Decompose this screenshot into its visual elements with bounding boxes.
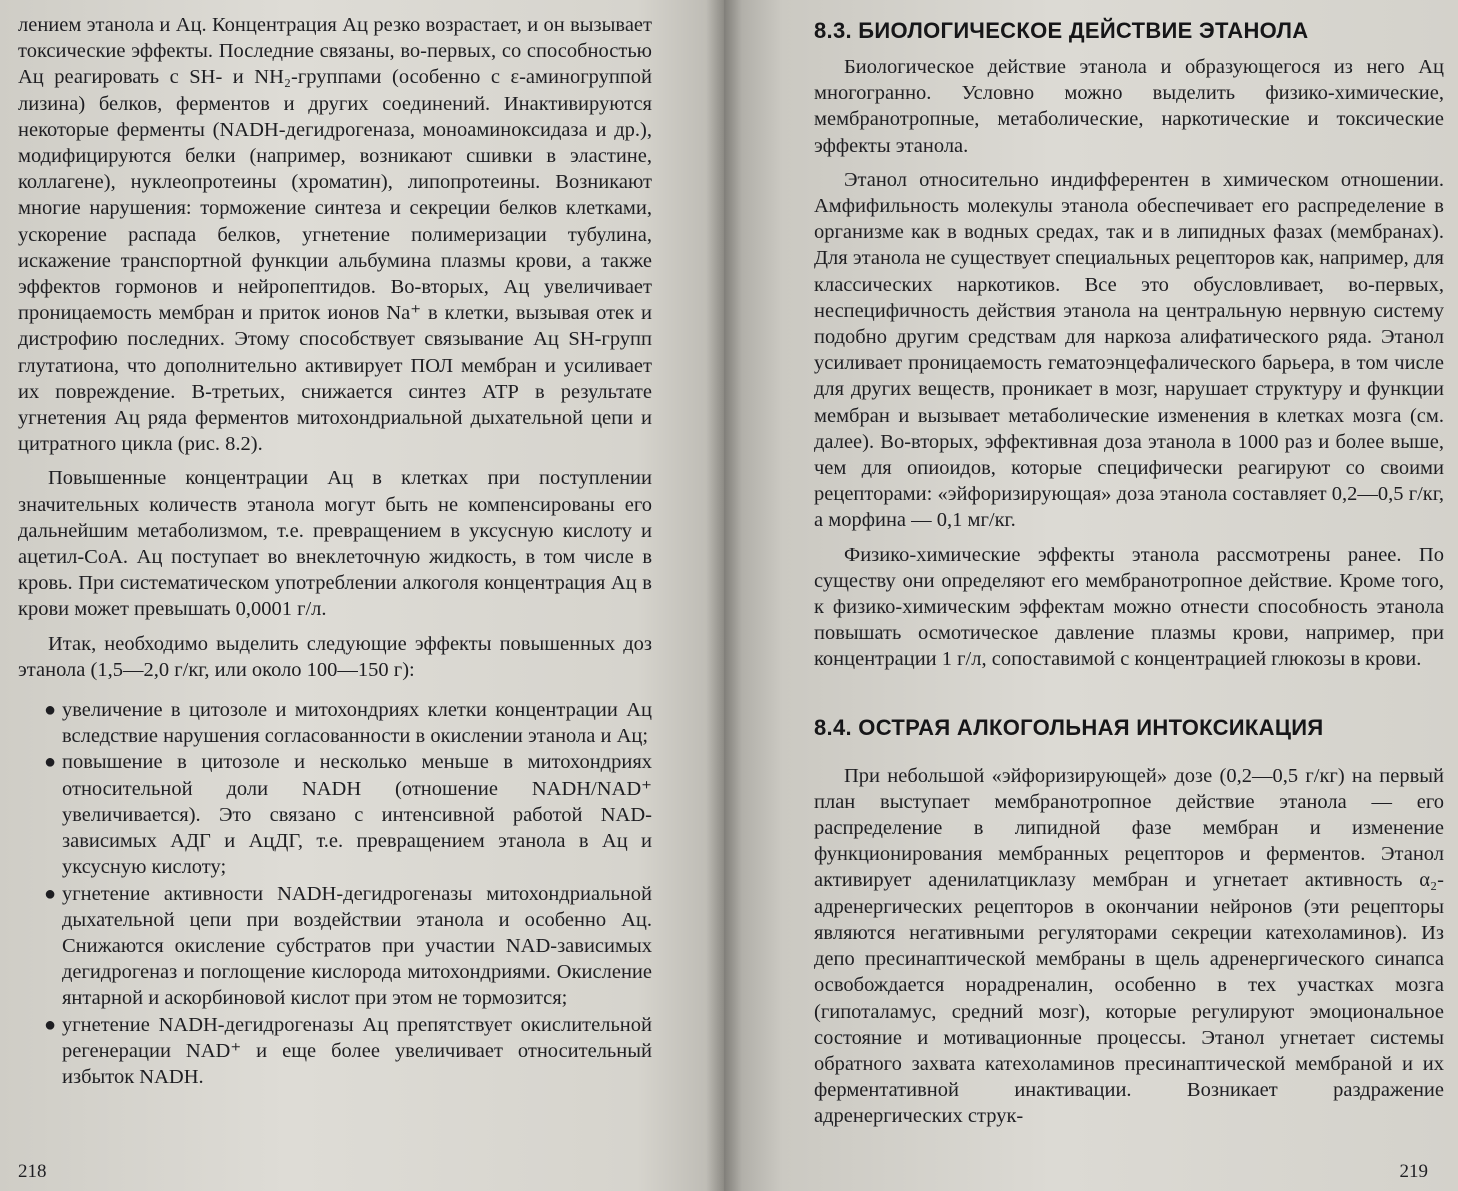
list-item-text: угнетение NADH-дегидрогеназы Ац препятствует окислительной регенерации NAD⁺ и еще более увеличивает относительный избыток NADH. xyxy=(62,1013,652,1088)
right-page-body-1 xyxy=(814,54,1444,673)
book-gutter xyxy=(706,0,742,1191)
paragraph: лением этанола и Ац. Концентрация Ац резко возрастает, и он вызывает токсические эффекты. Последние связаны, во-первых, со способностью Ац реагировать с SH- и NH₂-группами (особенно с ε-аминогруппой лизина) белков, ферментов и других соединений. Инактивируются некоторые ферменты (NADH-дегидрогеназа, моноаминоксидаза и др.), модифицируются белки (например, возникают сшивки в эластине, коллагене), нуклеопротеины (хроматин), липопротеины. Возникают многие нарушения: торможение синтеза и секреции белков клетками, ускорение распада белков, угнетение полимеризации тубулина, искажение транспортной функции альбумина плазмы крови, а также эффектов гормонов и нейропептидов. Во-вторых, Ац увеличивает проницаемость мембран и приток ионов Na⁺ в клетки, вызывая отек и дистрофию последних. Этому способствует связывание Ац SH-групп глутатиона, что дополнительно активирует ПОЛ мембран и усиливает их повреждение. В-третьих, снижается синтез АТР в результате угнетения Ац ряда ферментов митохондриальной дыхательной цепи и цитратного цикла (рис. 8.2). xyxy=(18,14,652,456)
list-item xyxy=(18,1012,652,1091)
paragraph: Повышенные концентрации Ац в клетках при поступлении значительных количеств этанола могут быть не компенсированы его дальнейшим метаболизмом, т.е. превращением в уксусную кислоту и ацетил-СоА. Ац поступает во внеклеточную жидкость, в том числе в кровь. При систематическом употреблении алкоголя концентрация Ац в крови может превышать 0,0001 г/л. xyxy=(18,467,652,621)
list-item-text: повышение в цитозоле и несколько меньше в митохондриях относительной доли NADH (отношение NADH/NAD⁺ увеличивается). Это связано с интенсивной работой NAD-зависимых АДГ и АцДГ, т.е. превращением этанола в Ац и уксусную кислоту; xyxy=(62,751,652,879)
paragraph: Этанол относительно индифферентен в химическом отношении. Амфифильность молекулы этанола обеспечивает его распределение в организме как в водных средах, так и в липидных фазах (мембранах). Для этанола не существует специальных рецепторов как, например, для классических наркотиков. Все это обусловливает, во-первых, неспецифичность действия этанола на центральную нервную систему подобно другим средствам для наркоза алифатического ряда. Этанол усиливает проницаемость гематоэнцефалического барьера, в том числе для других веществ, проникает в мозг, нарушает структуру и функции мембран и вызывает метаболические изменения в клетках мозга (см. далее). Во-вторых, эффективная доза этанола в 1000 раз и более выше, чем для опиоидов, которые специфически реагируют со своими рецепторами: «эйфоризирующая» доза этанола составляет 0,2—0,5 г/кг, а морфина — 0,1 мг/кг. xyxy=(814,168,1444,532)
section-heading: 8.3. БИОЛОГИЧЕСКОЕ ДЕЙСТВИЕ ЭТАНОЛА xyxy=(814,18,1309,43)
list-item xyxy=(18,697,652,749)
bullet-icon: ● xyxy=(44,751,57,774)
right-page xyxy=(724,0,1458,1191)
paragraph: При небольшой «эйфоризирующей» дозе (0,2—0,5 г/кг) на первый план выступает мембранотропное действие этанола — его распределение в липидной фазе мембран и изменение функционирования мембранных рецепторов и ферментов. Этанол активирует аденилатциклазу мембран и угнетает активность α₂-адренергических рецепторов в окончании нейронов (эти рецепторы являются негативными регуляторами секреции катехоламинов). Из депо пресинаптической мембраны в щель адренергического синапса освобождается норадреналин, особенно в тех участках мозга (гипоталамус, средний мозг), которые регулируют эмоциональное состояние и мотивационные процессы. Этанол угнетает системы обратного захвата катехоламинов пресинаптической мембраной и их ферментативной инактивации. Возникает раздражение адренергических струк- xyxy=(814,764,1444,1128)
paragraph: Биологическое действие этанола и образующегося из него Ац многогранно. Условно можно выделить физико-химические, мембранотропные, метаболические, наркотические и токсические эффекты этанола. xyxy=(814,56,1444,157)
section-heading: 8.4. ОСТРАЯ АЛКОГОЛЬНАЯ ИНТОКСИКАЦИЯ xyxy=(814,714,1324,740)
left-page-body xyxy=(18,12,652,683)
list-item xyxy=(18,881,652,1012)
left-page xyxy=(0,0,724,1191)
page-number: 218 xyxy=(18,1161,47,1182)
bullet-icon: ● xyxy=(44,882,57,905)
paragraph: Итак, необходимо выделить следующие эффекты повышенных доз этанола (1,5—2,0 г/кг, или около 100—150 г): xyxy=(18,632,652,681)
list-item-text: угнетение активности NADH-дегидрогеназы митохондриальной дыхательной цепи при воздействии этанола и особенно Ац. Снижаются окисление субстратов при участии NAD-зависимых дегидрогеназ и поглощение кислорода митохондриями. Окисление янтарной и аскорбиновой кислот при этом не тормозится; xyxy=(62,882,652,1010)
bullet-icon: ● xyxy=(44,1013,57,1036)
list-item-text: увеличение в цитозоле и митохондриях клетки концентрации Ац вследствие нарушения согласованности в окислении этанола и Ац; xyxy=(62,699,652,748)
bullet-list xyxy=(18,697,652,1090)
right-page-body-2 xyxy=(814,763,1444,1130)
paragraph: Физико-химические эффекты этанола рассмотрены ранее. По существу они определяют его мембранотропное действие. Кроме того, к физико-химическим эффектам можно отнести способность этанола повышать осмотическое давление плазмы крови, например, при концентрации 1 г/л, сопоставимой с концентрацией глюкозы в крови. xyxy=(814,543,1444,671)
list-item xyxy=(18,749,652,880)
page-number: 219 xyxy=(1399,1161,1428,1182)
bullet-icon: ● xyxy=(44,699,57,722)
